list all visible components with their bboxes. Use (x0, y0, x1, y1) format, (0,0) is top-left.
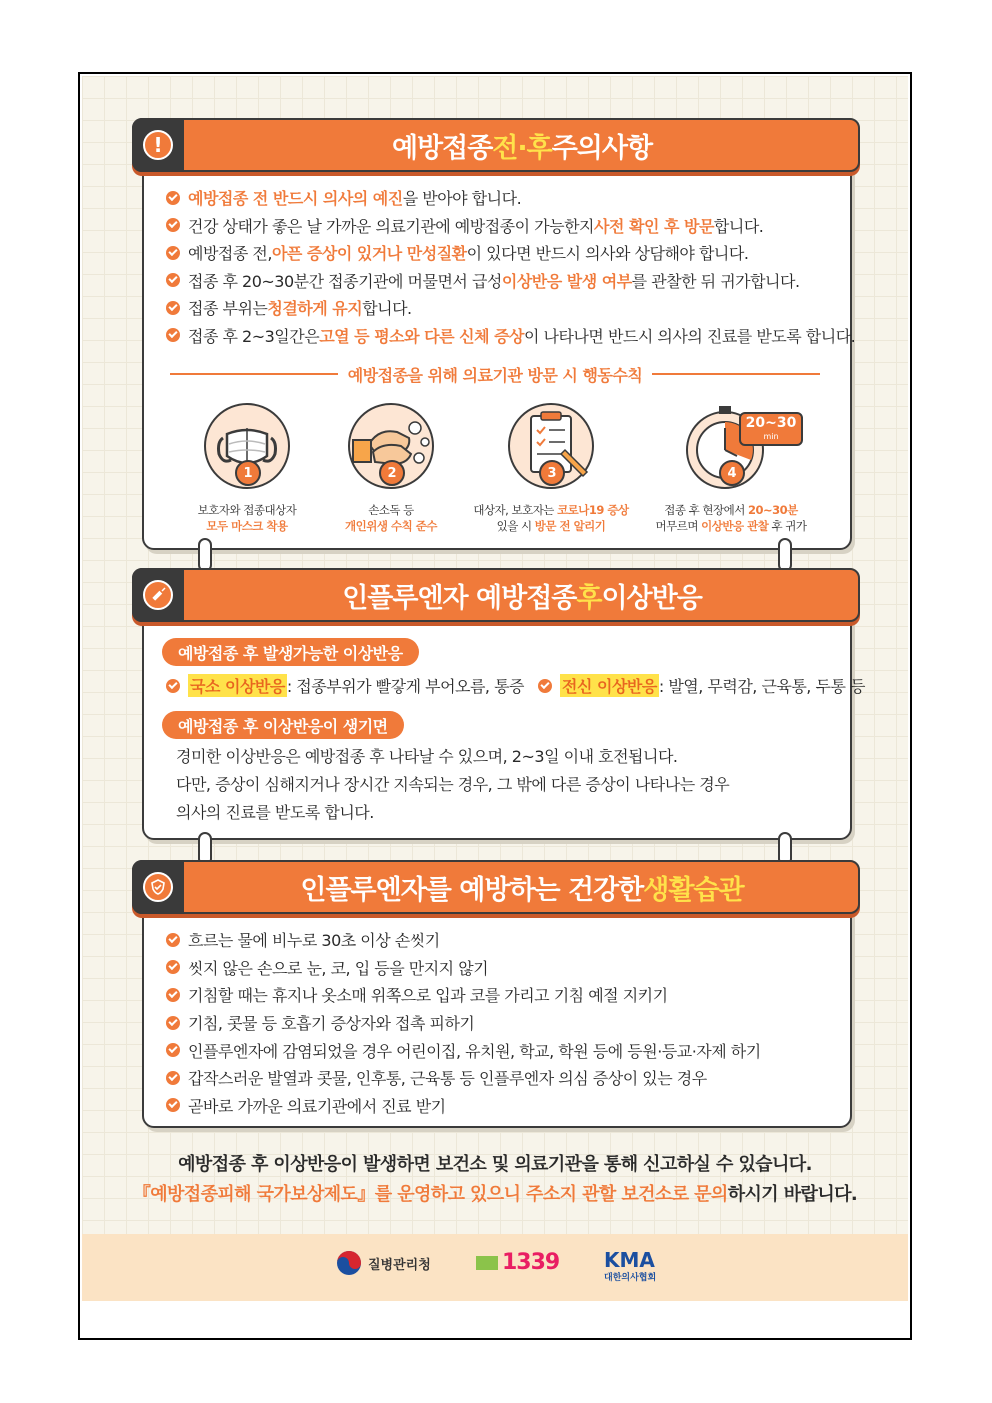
report-notice: 예방접종 후 이상반응이 발생하면 보건소 및 의료기관을 통해 신고하실 수 있습니다. (178, 1154, 812, 1175)
step-hygiene (306, 398, 476, 534)
timer-badge: 20~30 min (739, 412, 803, 446)
local-reaction-label: 국소 이상반응 (188, 674, 287, 697)
precaution-item (166, 184, 855, 212)
handwash-icon: 2 (339, 398, 443, 502)
step-hygiene-caption (306, 502, 476, 534)
habit-item: 씻지 않은 손으로 눈, 코, 입 등을 만지지 않기 (166, 954, 761, 982)
check-icon (166, 218, 180, 232)
connector-ring (198, 538, 212, 572)
check-icon (166, 191, 180, 205)
highlight-text: 아픈 증상이 있거나 만성질환 (271, 244, 467, 264)
body-text: 합니다. (362, 299, 412, 319)
highlight-text: 모두 마스크 착용 (206, 519, 288, 533)
body-text: 합니다. (713, 216, 764, 236)
reaction-types (166, 674, 865, 697)
highlight-text: 예방접종 전 반드시 의사의 예진 (188, 189, 403, 209)
body-text: 예방접종 전, (188, 244, 272, 264)
habit-item: 흐르는 물에 비누로 30초 이상 손씻기 (166, 926, 761, 954)
syringe-icon (132, 568, 184, 622)
highlight-text: 20~30분 (747, 503, 798, 517)
body-text: 대상자, 보호자는 (473, 503, 558, 517)
systemic-reaction-text: : 발열, 무력감, 근육통, 두통 등 (658, 677, 865, 696)
precautions-title: 예방접종 전·후 주의사항 (391, 132, 653, 164)
highlight-text: 코로나19 증상 (557, 503, 629, 517)
reactions-banner (132, 568, 860, 622)
clipboard-icon: 3 (499, 398, 603, 502)
highlight-text: 사전 확인 후 방문 (594, 216, 714, 236)
hotline-logo: 1339 (476, 1250, 559, 1275)
body-text: 보호자와 접종대상자 (197, 503, 297, 517)
habits-banner (132, 860, 860, 914)
local-reaction-text: : 접종부위가 빨갛게 부어오름, 통증 (286, 677, 525, 696)
habits-list (166, 926, 761, 1119)
precaution-item (166, 294, 855, 322)
warning-icon: ! (132, 118, 184, 172)
mask-icon: 1 (195, 398, 299, 502)
body-text: 접종 후 2~3일간은 (188, 326, 320, 346)
taegeuk-icon (336, 1250, 362, 1276)
timer-icon: 20~30 min 4 (679, 398, 783, 502)
check-icon (166, 679, 180, 693)
reaction-guidance: 경미한 이상반응은 예방접종 후 나타날 수 있으며, 2~3일 이내 호전됩니다. 다만, 증상이 심해지거나 장시간 지속되는 경우, 그 밖에 다른 증상이 나타나는 경우 의사의 진료를 받도록 합니다. (176, 747, 730, 822)
precaution-item (166, 322, 855, 350)
check-icon (166, 301, 180, 315)
precaution-item (166, 212, 855, 240)
check-icon (538, 679, 552, 693)
body-text: 손소독 등 (368, 503, 414, 517)
habit-item: 인플루엔자에 감염되었을 경우 어린이집, 유치원, 학교, 학원 등에 등원·등교·자제 하기 (166, 1036, 761, 1064)
step-notify (466, 398, 636, 534)
habits-title: 인플루엔자를 예방하는 건강한 생활습관 (300, 874, 744, 906)
body-text: 접종 후 현장에서 (664, 503, 748, 517)
body-text: 접종 부위는 (188, 299, 268, 319)
body-text: 이 나타나면 반드시 의사의 진료를 받도록 합니다. (524, 326, 856, 346)
check-icon (166, 988, 180, 1002)
kdca-logo: 질병관리청 (336, 1250, 431, 1276)
precautions-list (166, 184, 855, 349)
body-text: 건강 상태가 좋은 날 가까운 의료기관에 예방접종이 가능한지 (188, 216, 595, 236)
habit-item: 기침할 때는 휴지나 옷소매 위쪽으로 입과 코를 가리고 기침 예절 지키기 (166, 981, 761, 1009)
check-icon (166, 246, 180, 260)
highlight-text: 개인위생 수칙 준수 (345, 519, 437, 533)
habit-item: 기침, 콧물 등 호흡기 증상자와 접촉 피하기 (166, 1009, 761, 1037)
body-text: 머무르며 (655, 519, 702, 533)
if-reaction-label: 예방접종 후 이상반응이 생기면 (162, 711, 404, 739)
kma-logo: KMA 대한의사협회 (604, 1248, 657, 1283)
systemic-reaction-label: 전신 이상반응 (560, 674, 659, 697)
highlight-text: 청결하게 유지 (267, 299, 363, 319)
step-observe (646, 398, 816, 534)
precaution-item (166, 239, 855, 267)
step-observe-caption (646, 502, 816, 534)
body-text: 있을 시 (496, 519, 535, 533)
compensation-notice: 『예방접종피해 국가보상제도』를 운영하고 있으니 주소지 관할 보건소로 문의하시기 바랍니다. (132, 1184, 858, 1205)
body-text: 을 받아야 합니다. (402, 189, 522, 209)
check-icon (166, 1016, 180, 1030)
habit-item: 곧바로 가까운 의료기관에서 진료 받기 (166, 1092, 761, 1120)
reactions-title: 인플루엔자 예방접종 후 이상반응 (342, 582, 702, 614)
check-icon (166, 933, 180, 947)
possible-reactions-label: 예방접종 후 발생가능한 이상반응 (162, 638, 419, 666)
check-icon (166, 1043, 180, 1057)
connector-ring (778, 538, 792, 572)
highlight-text: 이상반응 관찰 (701, 519, 769, 533)
highlight-text: 이상반응 발생 여부 (501, 271, 632, 291)
habit-item: 갑작스러운 발열과 콧물, 인후통, 근육통 등 인플루엔자 의심 증상이 있는 경우 (166, 1064, 761, 1092)
check-icon (166, 273, 180, 287)
highlight-text: 방문 전 알리기 (534, 519, 606, 533)
body-text: 접종 후 20~30분간 접종기관에 머물면서 급성 (188, 271, 502, 291)
visit-rules-subhead: 예방접종을 위해 의료기관 방문 시 행동수칙 (170, 362, 820, 386)
check-icon (166, 1098, 180, 1112)
precautions-banner (132, 118, 860, 172)
check-icon (166, 960, 180, 974)
step-notify-caption (466, 502, 636, 534)
body-text: 를 관찰한 뒤 귀가합니다. (631, 271, 800, 291)
precaution-item (166, 267, 855, 295)
check-icon (166, 1071, 180, 1085)
highlight-text: 고열 등 평소와 다른 신체 증상 (319, 326, 525, 346)
body-text: 후 귀가 (768, 519, 807, 533)
body-text: 이 있다면 반드시 의사와 상담해야 합니다. (466, 244, 749, 264)
check-icon (166, 328, 180, 342)
shield-icon (132, 860, 184, 914)
